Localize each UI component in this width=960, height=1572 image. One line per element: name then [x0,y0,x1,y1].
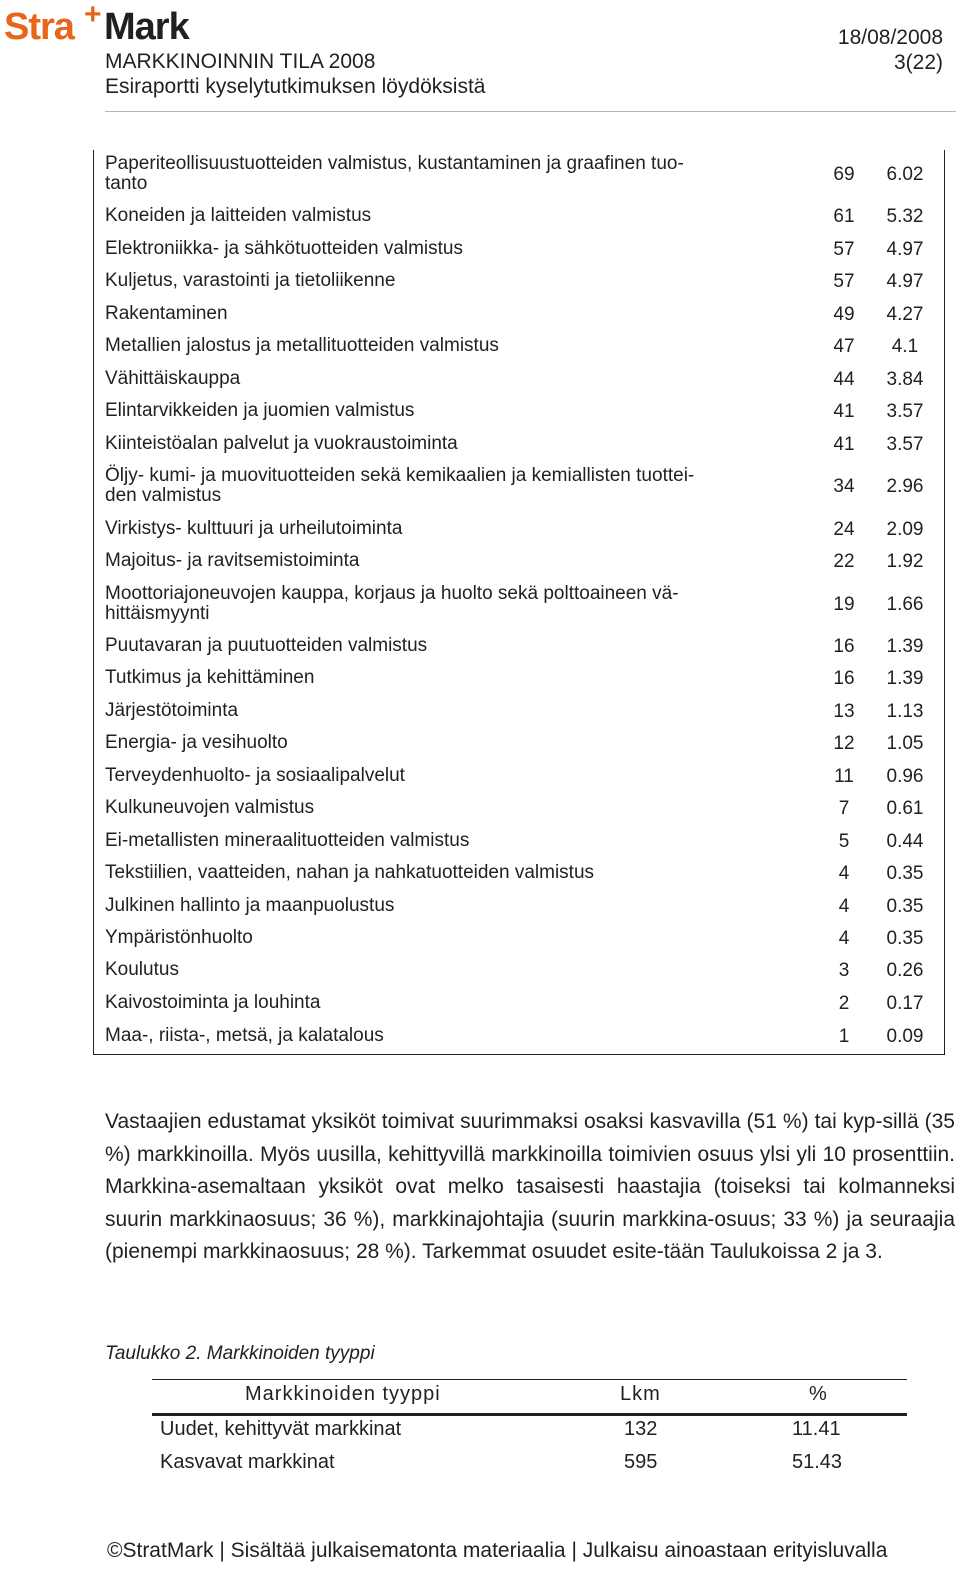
industry-percent: 3.57 [886,434,924,455]
logo-text-stra: Stra [4,6,74,48]
industry-label: Kuljetus, varastointi ja tietoliikenne [105,270,396,291]
industry-label: Elintarvikkeiden ja juomien valmistus [105,400,415,421]
industry-percent: 2.96 [886,476,924,497]
market-percent: 51.43 [792,1451,843,1473]
industry-label: Tekstiilien, vaatteiden, nahan ja nahkatuotteiden valmistus [105,862,595,883]
market-count: 595 [624,1451,658,1473]
industry-label: Kiinteistöalan palvelut ja vuokraustoiminta [105,433,458,454]
industry-count: 11 [834,766,854,787]
industry-label: Ei-metallisten mineraalituotteiden valmistus [105,830,470,851]
industry-percent: 0.35 [886,863,924,884]
industry-label: Metallien jalostus ja metallituotteiden valmistus [105,335,499,356]
industry-count: 2 [838,993,850,1014]
industry-count: 61 [833,206,855,227]
industry-percent: 0.09 [886,1026,924,1047]
industry-label: Terveydenhuolto- ja sosiaalipalvelut [105,765,405,786]
industry-label: Ympäristönhuolto [105,927,253,948]
industry-percent: 4.97 [886,239,924,260]
industry-percent: 1.39 [886,668,924,689]
market-type: Kasvavat markkinat [160,1451,335,1473]
industry-label: Majoitus- ja ravitsemistoiminta [105,550,360,571]
industry-percent: 6.02 [886,164,924,185]
industry-percent: 3.84 [886,369,924,390]
market-percent: 11.41 [792,1418,841,1440]
header-divider [105,111,956,112]
industry-count: 41 [833,434,855,455]
industry-count: 22 [833,551,855,572]
industry-percent: 1.39 [886,636,924,657]
industry-count: 4 [838,863,850,884]
industry-count: 13 [833,701,855,722]
industry-label: Paperiteollisuustuotteiden valmistus, kustantaminen ja graafinen tuo- tanto [105,153,684,194]
industry-label: Tutkimus ja kehittäminen [105,667,315,688]
industry-percent: 0.61 [886,798,924,819]
industry-count: 16 [833,636,855,657]
industry-percent: 0.17 [886,993,924,1014]
industry-percent: 0.26 [886,960,924,981]
industry-label: Öljy- kumi- ja muovituotteiden sekä kemikaalien ja kemiallisten tuottei- den valmistus [105,465,695,506]
logo-text-mark: Mark [104,6,189,48]
industry-percent: 0.96 [886,766,924,787]
table-caption: Taulukko 2. Markkinoiden tyyppi [105,1343,375,1364]
industry-label: Vähittäiskauppa [105,368,241,389]
industry-count: 44 [833,369,855,390]
industry-label: Kaivostoiminta ja louhinta [105,992,321,1013]
industry-percent: 4.27 [886,304,924,325]
logo-plus-mark: + [84,0,102,31]
document-date: 18/08/2008 [837,26,943,49]
industry-count: 69 [833,164,855,185]
industry-count: 7 [838,798,850,819]
body-paragraph: Vastaajien edustamat yksiköt toimivat suurimmaksi osaksi kasvavilla (51 %) tai kyp-sillä (35 %) markkinoilla. Myös uusilla, kehittyvillä markkinoilla toimivien osuus ylsi yli 10 prosenttiin. Markkina-asemaltaan yksiköt ovat melko tasaisesti haastajia (toiseksi tai kolmanneksi suurin markkinaosuus; 36 %), markkinajohtajia (suurin markkina-osuus; 33 %) ja seuraajia (pienempi markkinaosuus; 28 %). Tarkemmat osuudet esite-tään Taulukoissa 2 ja 3. [105,1110,955,1264]
market-count: 132 [624,1418,658,1440]
industry-count: 12 [833,733,855,754]
table-header-rule [152,1413,907,1416]
industry-count: 19 [833,594,855,615]
industry-percent: 1.05 [886,733,924,754]
industry-count: 16 [833,668,855,689]
market-type: Uudet, kehittyvät markkinat [160,1418,402,1440]
industry-label: Maa-, riista-, metsä, ja kalatalous [105,1025,384,1046]
industry-label: Koulutus [105,959,179,980]
industry-label: Puutavaran ja puutuotteiden valmistus [105,635,428,656]
document-title: MARKKINOINNIN TILA 2008 [105,50,376,73]
industry-count: 4 [838,896,850,917]
industry-label: Elektroniikka- ja sähkötuotteiden valmistus [105,238,464,259]
industry-percent: 3.57 [886,401,924,422]
industry-label: Virkistys- kulttuuri ja urheilutoiminta [105,518,403,539]
industry-count: 1 [838,1026,850,1047]
industry-label: Julkinen hallinto ja maanpuolustus [105,895,395,916]
industry-count: 5 [838,831,850,852]
industry-percent: 4.97 [886,271,924,292]
industry-percent: 0.35 [886,896,924,917]
industry-label: Koneiden ja laitteiden valmistus [105,205,372,226]
industry-count: 57 [833,271,855,292]
column-header-market-type: Markkinoiden tyyppi [245,1383,441,1405]
industry-label: Energia- ja vesihuolto [105,732,288,753]
page-footer: ©StratMark | Sisältää julkaisematonta materiaalia | Julkaisu ainoastaan erityisluvalla [107,1539,888,1562]
industry-count: 4 [838,928,850,949]
column-header-percent: % [809,1383,828,1405]
industry-label: Rakentaminen [105,303,228,324]
industry-count: 41 [833,401,855,422]
industry-count: 49 [833,304,855,325]
industry-percent: 1.66 [886,594,924,615]
industry-percent: 0.44 [886,831,924,852]
industry-count: 3 [838,960,850,981]
page-number: 3(22) [893,51,943,74]
industry-percent: 4.1 [891,336,919,357]
column-header-count: Lkm [620,1383,661,1405]
industry-label: Kulkuneuvojen valmistus [105,797,315,818]
industry-count: 47 [833,336,855,357]
industry-count: 24 [833,519,855,540]
industry-count: 57 [833,239,855,260]
industry-percent: 1.92 [886,551,924,572]
industry-percent: 1.13 [886,701,924,722]
industry-percent: 5.32 [886,206,924,227]
industry-label: Moottoriajoneuvojen kauppa, korjaus ja huolto sekä polttoaineen vä- hittäismyynti [105,583,679,624]
industry-count: 34 [833,476,855,497]
table-top-rule [152,1379,907,1380]
industry-label: Järjestötoiminta [105,700,239,721]
industry-percent: 0.35 [886,928,924,949]
industry-percent: 2.09 [886,519,924,540]
document-subtitle: Esiraportti kyselytutkimuksen löydöksistä [105,75,486,98]
